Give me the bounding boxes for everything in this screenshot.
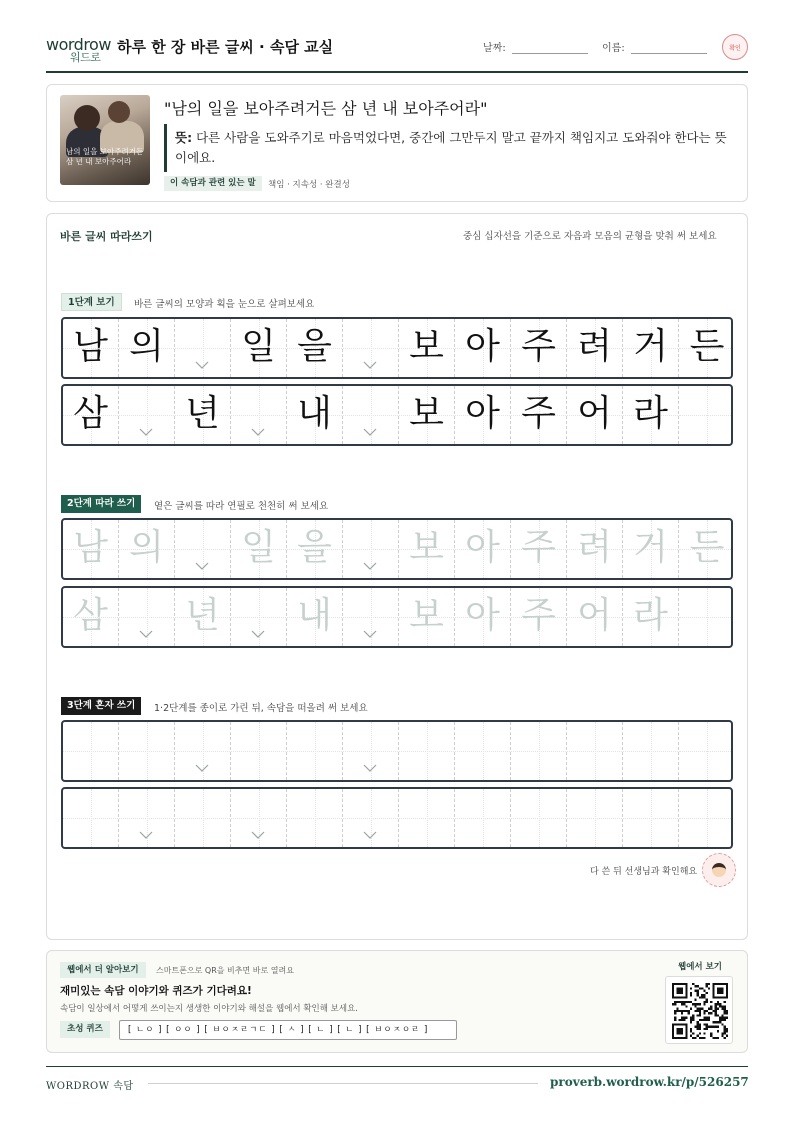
grid-cell <box>119 386 175 444</box>
grid-cell[interactable] <box>119 588 175 646</box>
meaning-accent-bar <box>164 124 167 172</box>
grid-cell[interactable] <box>287 722 343 780</box>
grid-glyph: 아 <box>465 393 500 434</box>
grid-glyph: 보 <box>409 393 444 434</box>
grid-cell[interactable] <box>119 789 175 847</box>
grid-cell[interactable] <box>511 588 567 646</box>
grid-glyph: 어 <box>577 595 612 636</box>
grid-cell[interactable] <box>623 789 679 847</box>
practice-section-hint: 중심 십자선을 기준으로 자음과 모음의 균형을 맞춰 써 보세요 <box>463 231 717 242</box>
grid-cell <box>231 386 287 444</box>
grid-glyph: 삼 <box>73 595 108 636</box>
initial-consonant-quiz: [ ㄴㅇ ] [ ㅇㅇ ] [ ㅂㅇㅈㄹㄱㄷ ] [ ㅅ ] [ ㄴ ] [ ㄴ ] [ ㅂㅇㅈㅇㄹ ] <box>119 1020 457 1040</box>
date-field[interactable] <box>512 53 588 54</box>
grid-cell <box>399 386 455 444</box>
grid-glyph: 년 <box>185 595 220 636</box>
grid-cell[interactable] <box>623 722 679 780</box>
logo-text: wordrow <box>46 35 111 54</box>
footer-divider <box>46 1066 748 1067</box>
grid-glyph: 주 <box>521 393 556 434</box>
grid-cell[interactable] <box>567 722 623 780</box>
grid-cell <box>63 319 119 377</box>
grid-cell[interactable] <box>119 722 175 780</box>
web-hint: 스마트폰으로 QR을 비추면 바로 열려요 <box>156 966 294 975</box>
stage1-description: 바른 글씨의 모양과 획을 눈으로 살펴보세요 <box>134 299 315 310</box>
space-mark-icon <box>363 361 377 369</box>
grid-glyph: 거 <box>633 326 668 367</box>
teacher-stamp-icon <box>702 853 736 887</box>
grid-glyph: 주 <box>521 326 556 367</box>
grid-glyph: 라 <box>633 393 668 434</box>
related-words: 책임 · 지속성 · 완결성 <box>268 180 350 190</box>
grid-glyph: 보 <box>409 527 444 568</box>
stage1-badge: 1단계 보기 <box>61 293 122 311</box>
footer-brand: WORDROW 속담 <box>46 1081 134 1092</box>
grid-cell[interactable] <box>399 722 455 780</box>
stage3-description: 1·2단계를 종이로 가린 뒤, 속담을 떠올려 써 보세요 <box>154 703 368 714</box>
grid-cell <box>175 319 231 377</box>
page-title: 하루 한 장 바른 글씨 · 속담 교실 <box>117 38 334 56</box>
grid-cell[interactable] <box>63 588 119 646</box>
approval-stamp <box>722 34 748 60</box>
grid-glyph: 라 <box>633 595 668 636</box>
grid-cell[interactable] <box>175 520 231 578</box>
stage2-row2[interactable] <box>61 586 733 648</box>
grid-cell <box>287 386 343 444</box>
grid-cell <box>623 386 679 444</box>
stage2-row1[interactable] <box>61 518 733 580</box>
grid-glyph: 아 <box>465 527 500 568</box>
grid-cell[interactable] <box>399 588 455 646</box>
name-field[interactable] <box>631 53 707 54</box>
grid-cell[interactable] <box>399 789 455 847</box>
grid-glyph: 주 <box>521 527 556 568</box>
grid-cell[interactable] <box>287 588 343 646</box>
grid-cell <box>511 386 567 444</box>
grid-glyph: 남 <box>73 326 108 367</box>
grid-glyph: 남 <box>73 527 108 568</box>
qr-code[interactable] <box>665 976 733 1044</box>
thumbnail-caption-line2: 삼 년 내 보아주어라 <box>66 157 132 166</box>
space-mark-icon <box>195 764 209 772</box>
grid-cell[interactable] <box>567 588 623 646</box>
grid-glyph: 어 <box>577 393 612 434</box>
grid-cell <box>175 386 231 444</box>
grid-glyph: 을 <box>297 527 332 568</box>
grid-cell[interactable] <box>231 789 287 847</box>
grid-cell[interactable] <box>231 520 287 578</box>
grid-cell <box>343 386 399 444</box>
grid-glyph: 의 <box>129 527 164 568</box>
quiz-label: 초성 퀴즈 <box>60 1021 110 1038</box>
grid-cell[interactable] <box>63 520 119 578</box>
proverb-quote: "남의 일을 보아주려거든 삼 년 내 보아주어라" <box>164 99 488 118</box>
grid-cell[interactable] <box>455 789 511 847</box>
space-mark-icon <box>363 764 377 772</box>
grid-cell[interactable] <box>343 520 399 578</box>
space-mark-icon <box>363 428 377 436</box>
grid-cell <box>455 386 511 444</box>
grid-cell[interactable] <box>679 588 733 646</box>
grid-glyph: 주 <box>521 595 556 636</box>
grid-cell[interactable] <box>399 520 455 578</box>
space-mark-icon <box>195 562 209 570</box>
grid-cell[interactable] <box>231 722 287 780</box>
meaning-text: 다른 사람을 도와주기로 마음먹었다면, 중간에 그만두지 말고 끝까지 책임지고 도와줘야 한다는 뜻이에요. <box>175 130 727 165</box>
web-headline: 재미있는 속담 이야기와 퀴즈가 기다려요! <box>60 985 252 997</box>
grid-cell <box>119 319 175 377</box>
grid-glyph: 보 <box>409 326 444 367</box>
grid-cell[interactable] <box>175 722 231 780</box>
footer-line <box>148 1083 538 1084</box>
meaning-label: 뜻: <box>175 130 193 145</box>
grid-cell[interactable] <box>511 722 567 780</box>
grid-cell[interactable] <box>679 722 733 780</box>
grid-cell[interactable] <box>287 789 343 847</box>
grid-cell[interactable] <box>455 722 511 780</box>
name-label: 이름: <box>602 43 625 54</box>
grid-cell <box>455 319 511 377</box>
header-divider <box>46 71 748 73</box>
grid-cell[interactable] <box>679 789 733 847</box>
footer-url[interactable]: proverb.wordrow.kr/p/526257 <box>550 1075 749 1089</box>
grid-cell[interactable] <box>567 520 623 578</box>
grid-glyph: 려 <box>577 326 612 367</box>
grid-glyph: 아 <box>465 595 500 636</box>
teacher-check-note: 다 쓴 뒤 선생님과 확인해요 <box>590 867 698 877</box>
grid-glyph: 든 <box>689 527 725 568</box>
grid-glyph: 내 <box>297 595 332 636</box>
grid-glyph: 일 <box>241 527 276 568</box>
grid-cell <box>63 386 119 444</box>
stage3-row2[interactable] <box>61 787 733 849</box>
grid-cell[interactable] <box>511 520 567 578</box>
date-label: 날짜: <box>483 43 506 54</box>
stage2-badge: 2단계 따라 쓰기 <box>61 495 141 513</box>
approval-stamp-text: 확인 <box>729 44 741 52</box>
web-badge: 웹에서 더 알아보기 <box>60 962 146 978</box>
grid-cell[interactable] <box>623 520 679 578</box>
thumbnail-caption-line1: 남의 일을 보아주려거든 <box>66 147 144 156</box>
grid-glyph: 일 <box>241 326 276 367</box>
space-mark-icon <box>251 630 265 638</box>
grid-cell[interactable] <box>175 789 231 847</box>
space-mark-icon <box>251 831 265 839</box>
grid-glyph: 보 <box>409 595 444 636</box>
grid-cell <box>343 319 399 377</box>
grid-cell[interactable] <box>455 520 511 578</box>
grid-cell <box>231 319 287 377</box>
stage2-description: 옅은 글씨를 따라 연필로 천천히 써 보세요 <box>154 501 329 512</box>
space-mark-icon <box>139 428 153 436</box>
stage3-row1[interactable] <box>61 720 733 782</box>
grid-cell[interactable] <box>63 789 119 847</box>
grid-cell[interactable] <box>119 520 175 578</box>
practice-section-title: 바른 글씨 따라쓰기 <box>60 230 153 243</box>
grid-cell <box>623 319 679 377</box>
grid-cell[interactable] <box>343 722 399 780</box>
grid-glyph: 거 <box>633 527 668 568</box>
grid-cell[interactable] <box>567 789 623 847</box>
grid-glyph: 려 <box>577 527 612 568</box>
logo-subtext: 워드로 <box>70 51 101 64</box>
proverb-meaning <box>175 128 727 168</box>
grid-cell[interactable] <box>231 588 287 646</box>
brand-logo <box>46 35 111 64</box>
grid-glyph: 내 <box>297 393 332 434</box>
grid-cell[interactable] <box>455 588 511 646</box>
grid-cell <box>567 319 623 377</box>
grid-cell[interactable] <box>623 588 679 646</box>
stage1-row1 <box>61 317 733 379</box>
space-mark-icon <box>363 562 377 570</box>
space-mark-icon <box>139 831 153 839</box>
space-mark-icon <box>139 630 153 638</box>
qr-code-icon <box>672 983 728 1039</box>
grid-cell <box>679 386 733 444</box>
proverb-thumbnail <box>60 95 150 185</box>
grid-cell[interactable] <box>679 520 733 578</box>
related-words-badge: 이 속담과 관련 있는 말 <box>164 176 262 191</box>
web-description: 속담이 일상에서 어떻게 쓰이는지 생생한 이야기와 해설을 웹에서 확인해 보세요. <box>60 1004 358 1014</box>
grid-cell <box>511 319 567 377</box>
grid-glyph: 을 <box>297 326 332 367</box>
space-mark-icon <box>363 630 377 638</box>
grid-cell <box>287 319 343 377</box>
grid-cell[interactable] <box>175 588 231 646</box>
grid-cell[interactable] <box>511 789 567 847</box>
space-mark-icon <box>363 831 377 839</box>
grid-cell[interactable] <box>343 789 399 847</box>
grid-glyph: 든 <box>689 326 725 367</box>
space-mark-icon <box>195 361 209 369</box>
grid-glyph: 삼 <box>73 393 108 434</box>
qr-label: 웹에서 보기 <box>678 962 723 972</box>
space-mark-icon <box>251 428 265 436</box>
grid-glyph: 의 <box>129 326 164 367</box>
grid-cell <box>567 386 623 444</box>
stage3-badge: 3단계 혼자 쓰기 <box>61 697 141 715</box>
grid-cell[interactable] <box>63 722 119 780</box>
grid-cell <box>679 319 733 377</box>
stage1-row2 <box>61 384 733 446</box>
grid-cell[interactable] <box>343 588 399 646</box>
grid-cell <box>399 319 455 377</box>
grid-glyph: 년 <box>185 393 220 434</box>
grid-cell[interactable] <box>287 520 343 578</box>
grid-glyph: 아 <box>465 326 500 367</box>
